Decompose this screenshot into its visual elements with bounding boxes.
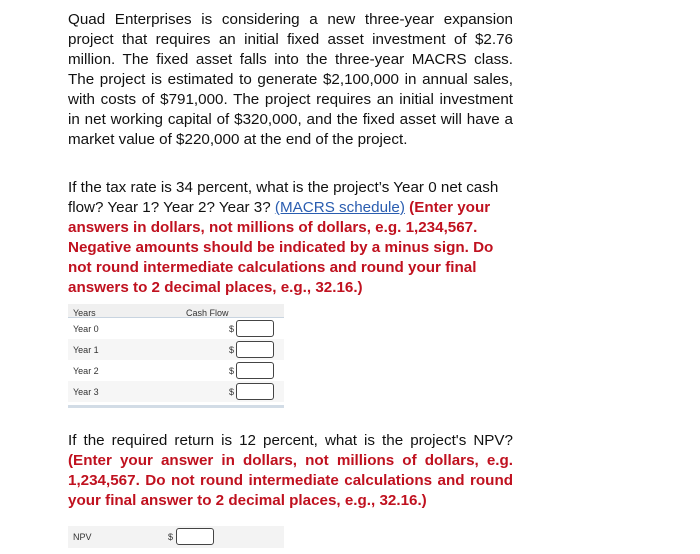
year-1-cash-flow-input[interactable] — [236, 341, 274, 358]
table-row-year-1 — [68, 339, 284, 360]
npv-input[interactable] — [176, 528, 214, 545]
year-0-cash-flow-input[interactable] — [236, 320, 274, 337]
cash-flow-column-header: Cash Flow — [186, 308, 229, 318]
table-row-year-3 — [68, 381, 284, 402]
macrs-schedule-link[interactable]: (MACRS schedule) — [274, 199, 405, 216]
problem-intro: Quad Enterprises is considering a new three-year expansion project that requires an initial fixed asset investment of $2.76 million. The fixed asset falls into the three-year MACRS class. The project is estimated to generate $2,100,000 in annual sales, with costs of $791,000. The project requires an initial investment in net working capital of $320,000, and the fixed asset will have a market value of $220,000 at the end of the project. — [68, 11, 513, 148]
currency-sign: $ — [229, 345, 235, 355]
question-1-instructions: (Enter your answers in dollars, not millions of dollars, e.g. 1,234,567. Negative amounts should be indicated by a minus sign. Do not round intermediate calculations and round your final answers to 2 decimal places, e.g., 32.16.) — [68, 199, 494, 296]
cash-flow-table-header — [68, 304, 284, 318]
table-bottom-border — [68, 405, 284, 408]
table-row-year-2 — [68, 360, 284, 381]
currency-sign: $ — [168, 532, 174, 542]
table-row-year-0 — [68, 318, 284, 339]
question-2-text: If the required return is 12 percent, what is the project's NPV? — [68, 432, 513, 449]
year-2-cash-flow-input[interactable] — [236, 362, 274, 379]
currency-sign: $ — [229, 387, 235, 397]
row-label: Year 1 — [73, 345, 99, 355]
row-label: Year 2 — [73, 366, 99, 376]
question-1 — [68, 178, 513, 298]
question-1-text: If the tax rate is 34 percent, what is the project’s Year 0 net cash flow? Year 1? Year 2? Year 3? — [68, 179, 499, 216]
year-3-cash-flow-input[interactable] — [236, 383, 274, 400]
row-label: Year 0 — [73, 324, 99, 334]
currency-sign: $ — [229, 366, 235, 376]
years-column-header: Years — [73, 308, 96, 318]
cash-flow-table — [68, 304, 284, 408]
question-2-instructions: (Enter your answer in dollars, not millions of dollars, e.g. 1,234,567. Do not round intermediate calculations and round your final answer to 2 decimal places, e.g., 32.16.) — [68, 452, 513, 509]
question-2 — [68, 431, 513, 511]
currency-sign: $ — [229, 324, 235, 334]
npv-label: NPV — [73, 532, 92, 542]
row-label: Year 3 — [73, 387, 99, 397]
npv-table — [68, 526, 284, 548]
